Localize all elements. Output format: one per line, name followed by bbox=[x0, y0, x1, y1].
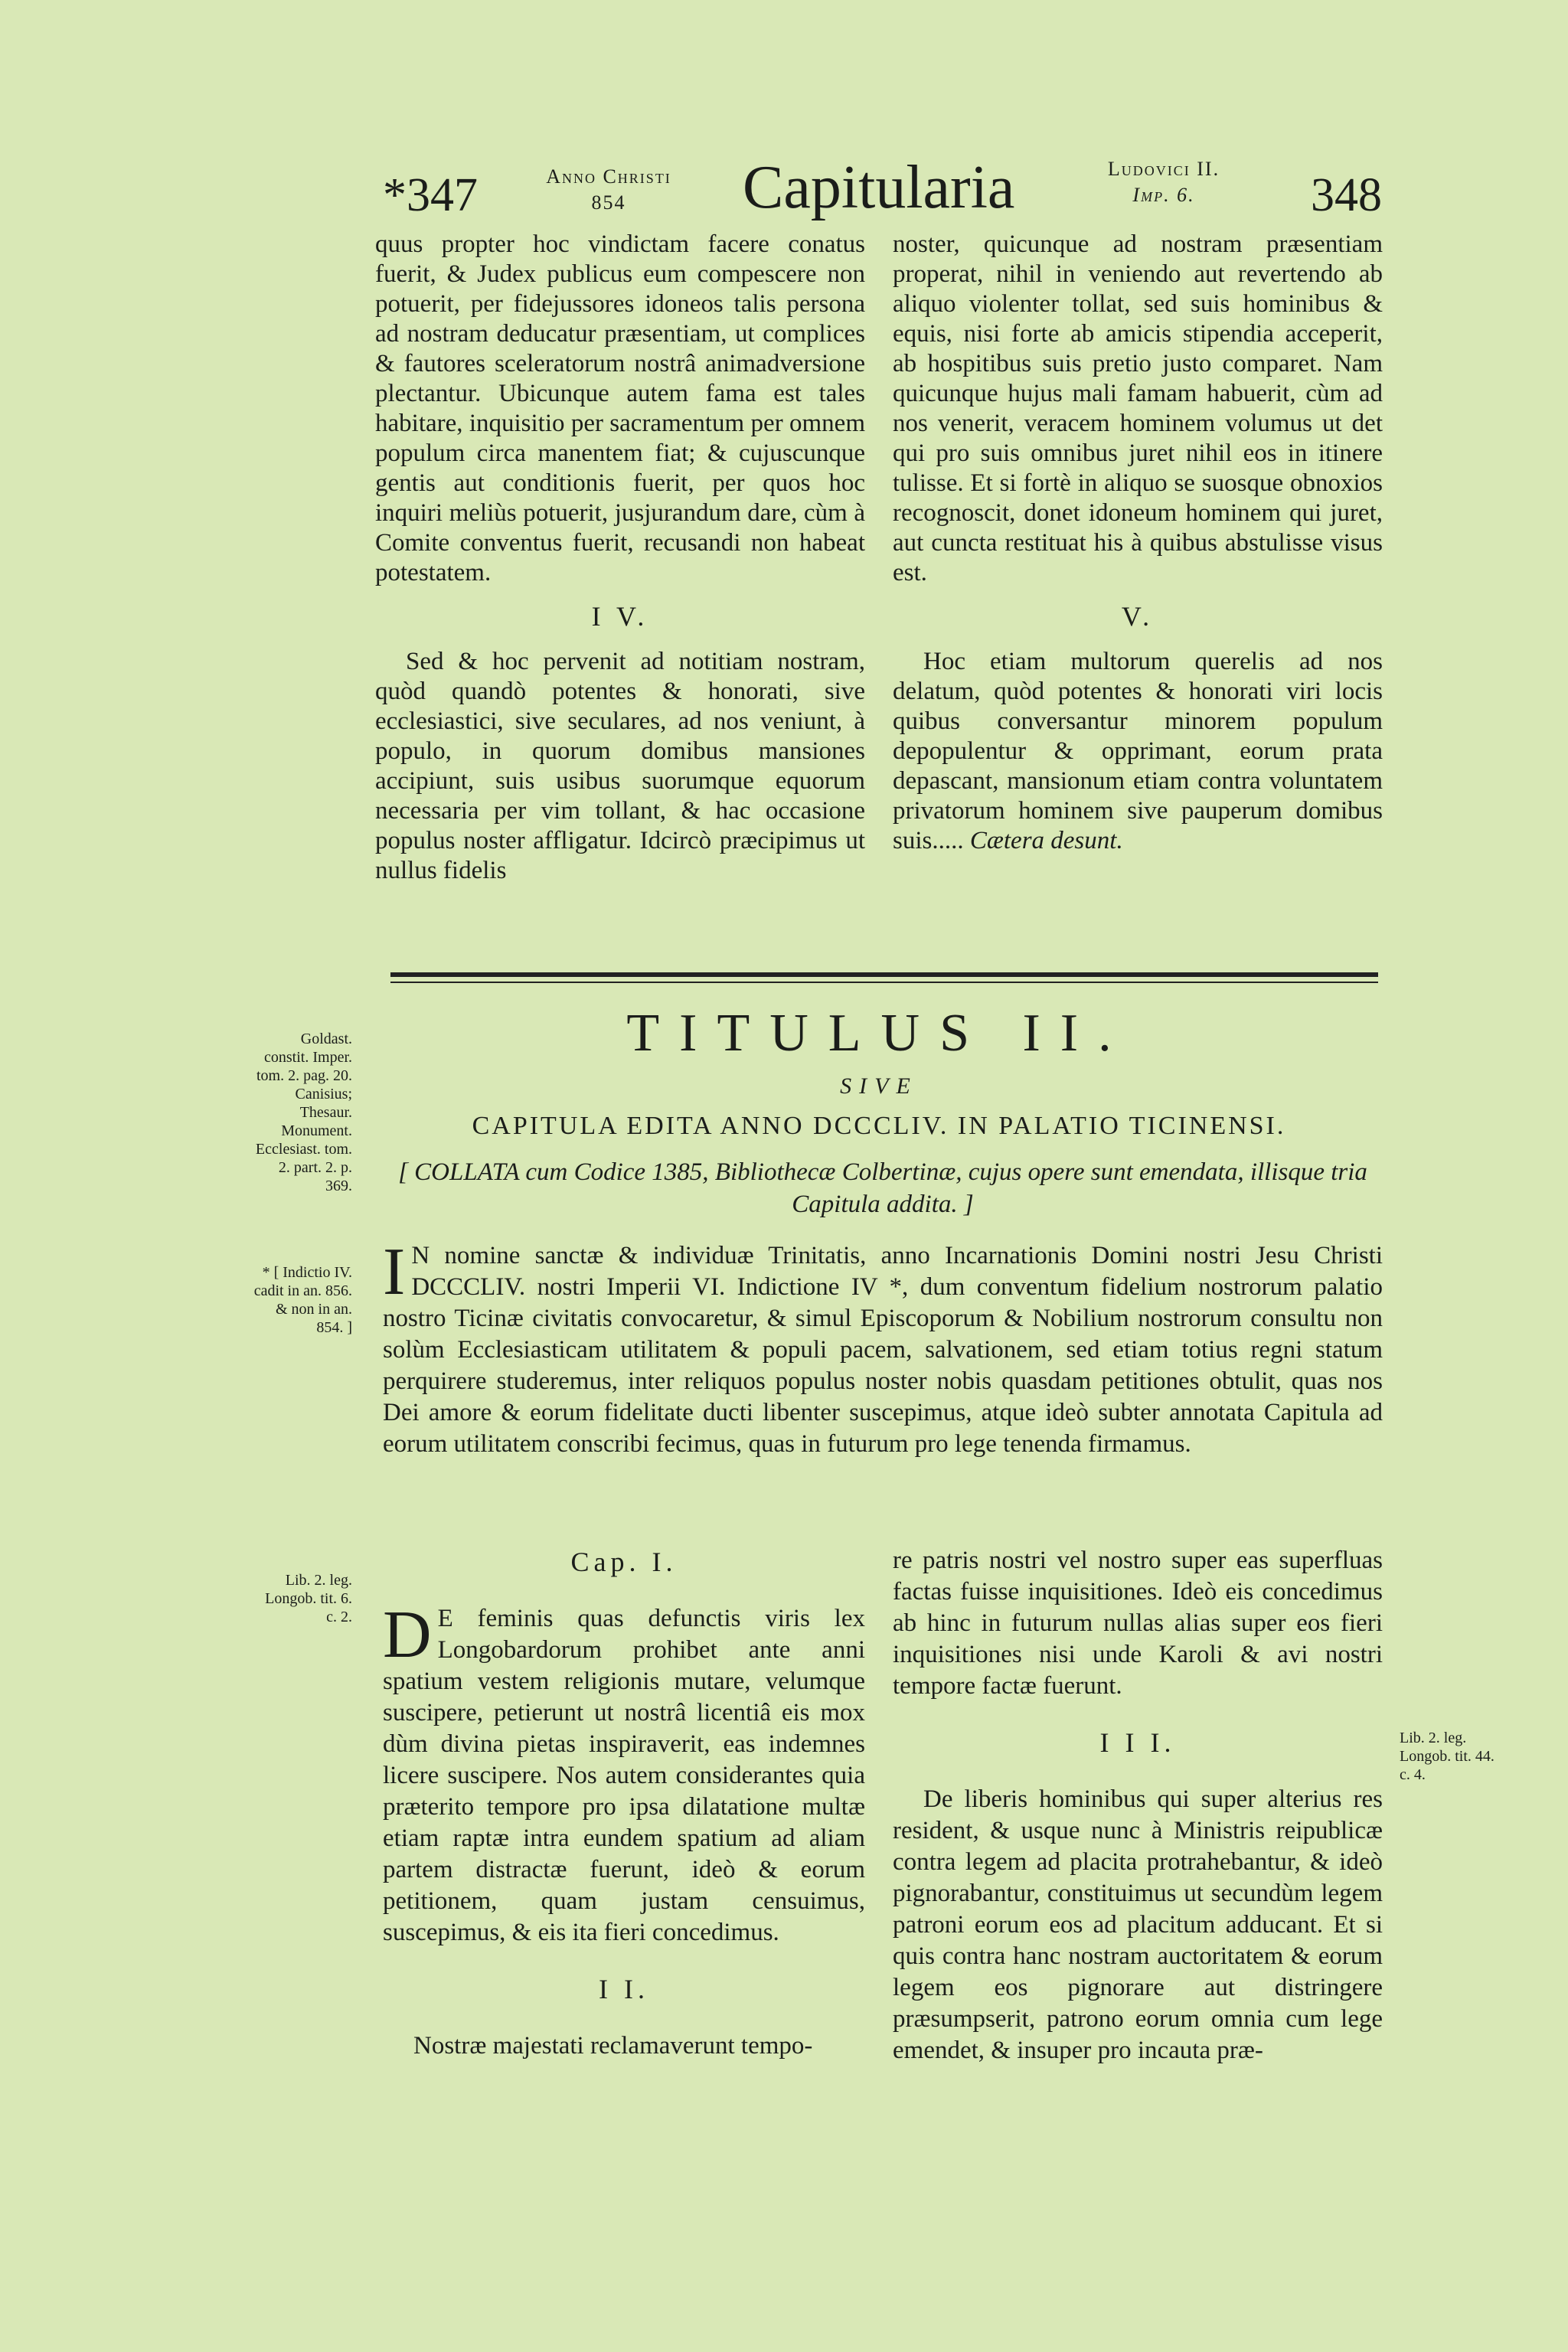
paragraph-text: Hoc etiam multorum querelis ad nos delatum, quòd potentes & honorati viri locis quibus conversantur minorem populum depopulentur & opprimant, eorum prata depascant, mansionum etiam contra voluntatem privatorum hominem sive pauperum domibus suis..... bbox=[893, 648, 1383, 854]
section-heading: I I I. bbox=[1099, 1727, 1176, 1758]
page-title: Capitularia bbox=[743, 154, 1015, 221]
sive-heading: SIVE bbox=[840, 1073, 918, 1099]
paragraph-text: E feminis quas defunctis viris lex Longobardorum prohibet ante anni spatium vestem religionis mutare, velumque suscipere, petierunt ut nostrâ licentiâ eis mox dùm divina pietas inspiraverit, eas indemnes licere suscipere. Nos autem considerantes quia præterito tempore pro ipsa dilatatione multæ etiam raptæ intra eundem spatium ad aliam partem distractæ fuerunt, ideò & eorum petitionem, quam justam censuimus, suscepimus, & eis ita fieri concedimus. bbox=[383, 1605, 865, 1946]
paragraph bbox=[893, 647, 1383, 856]
left-running-head bbox=[521, 164, 697, 216]
divider-thin bbox=[390, 982, 1378, 983]
right-running-head bbox=[1095, 156, 1233, 208]
intro-text: N nomine sanctæ & individuæ Trinitatis, anno Incarnationis Domini nostri Jesu Christi DCCCLIV. nostri Imperii VI. Indictione IV *, dum conventum fidelium nostrorum palatio nostro Ticinæ civitatis convocaretur, & simul Episcoporum & Nobilium nostrorum consultu non solùm Ecclesiasticam utilitatem & populi pacem, salvationem, sed etiam totius regni statum perquirere studeremus, inter reliquos populus noster nobis quasdam petitiones obtulit, quas nos Dei amore & eorum fidelitate ducti libenter suscepimus, atque ideò subter annotata Capitula ad eorum utilitatem conscribi fecimus, quas in futurum pro lege tenenda firmamus. bbox=[383, 1242, 1383, 1458]
margin-note-indictio: * [ Indictio IV. cadit in an. 856. & non in an. 854. ] bbox=[253, 1264, 352, 1336]
paragraph: quus propter hoc vindictam facere conatus fuerit, & Judex publicus eum compescere non potuerit, per fidejussores idoneos talis persona ad nostram deducatur præsentiam, ut complices & fautores sceleratorum nostrâ animadversione plectantur. Ubicunque autem fama est tales habitare, inquisitio per sacramentum per omnem populum circa manentem fiat; & cujuscunque gentis aut conditionis fuerit, per quos hoc inquiri meliùs potuerit, jusjurandum dare, cùm à Comite conventus fuerit, recusandi non habeat potestatem. bbox=[375, 230, 865, 586]
section-heading: I V. bbox=[591, 601, 649, 632]
capitula-heading: CAPITULA EDITA ANNO DCCCLIV. IN PALATIO TICINENSI. bbox=[472, 1112, 1286, 1140]
intro-paragraph bbox=[383, 1235, 1383, 1460]
section-heading: V. bbox=[1121, 601, 1155, 632]
right-page-number: 348 bbox=[1311, 169, 1382, 221]
titulus-heading: TITULUS II. bbox=[626, 1004, 1132, 1063]
running-head-imp: Imp. 6. bbox=[1132, 184, 1195, 206]
running-head-anno: Anno Christi bbox=[546, 165, 671, 188]
margin-note-goldast: Goldast. constit. Imper. tom. 2. pag. 20. Canisius; Thesaur. Monument. Ecclesiast. tom. 2. part. 2. p. 369. bbox=[255, 1031, 352, 1194]
paragraph: noster, quicunque ad nostram præsentiam properat, nihil in veniendo aut revertendo ab aliquo violenter tollat, sed suis hominibus & equis, nisi forte ab amicis stipendia acceperit, ab hospitibus suis pretio justo comparet. Nam quicunque hujus mali famam habuerit, cùm ad nos venerit, veracem hominem volumus ut det qui pro suis omnibus juret nihil eos in itinere tulisse. Et si fortè in aliquo se suosque obnoxios recognoscit, donet idoneum hominem qui juret, aut cuncta restituat his à quibus abstulisse visus est. bbox=[893, 230, 1383, 586]
collata-note: [ COLLATA cum Codice 1385, Bibliothecæ Colbertinæ, cujus opere sunt emendata, illisque tria Capitula addita. ] bbox=[398, 1158, 1367, 1218]
top-right-column bbox=[893, 230, 1383, 856]
bottom-right-column bbox=[893, 1520, 1383, 2092]
paragraph bbox=[383, 1598, 865, 1949]
paragraph: Sed & hoc pervenit ad notitiam nostram, quòd quandò potentes & honorati, sive ecclesiastici, sive seculares, ad nos veniunt, à populo, in quorum domibus mansiones accipiunt, suis usibus suorumque equorum necessaria per vim tollant, & hac occasione populus noster affligatur. Idcircò præcipimus ut nullus fidelis bbox=[375, 648, 865, 884]
divider-thick bbox=[390, 972, 1378, 977]
section-heading: I I. bbox=[599, 1974, 649, 2004]
left-page-number: *347 bbox=[383, 169, 478, 221]
running-head-ludovici: Ludovici II. bbox=[1107, 158, 1220, 180]
top-left-column bbox=[375, 230, 865, 886]
running-header bbox=[0, 153, 1568, 237]
bottom-left-column bbox=[383, 1547, 865, 2087]
margin-note-lib-left: Lib. 2. leg. Longob. tit. 6. c. 2. bbox=[265, 1572, 352, 1625]
paragraph: De liberis hominibus qui super alterius res resident, & usque nunc à Ministris reipublicæ contra legem ad placita protrahebantur, & ideò pignorabantur, constituimus ut secundùm legem patroni eorum eos ad placitum adducant. Et si quis contra hanc nostram auctoritatem & eorum legem eos pignorare aut distringere præsumpserit, patrono eorum omnia cum lege emendet, & insuper pro incauta præ- bbox=[893, 1785, 1383, 2064]
paragraph: re patris nostri vel nostro super eas superfluas factas fuisse inquisitiones. Ideò eis concedimus ab hinc in futurum nullas alias super eos fieri inquisitiones nisi unde Karoli & avi nostri tempore factæ fuerunt. bbox=[893, 1547, 1383, 1700]
desunt-note: Cætera desunt. bbox=[969, 827, 1123, 854]
running-head-year: 854 bbox=[591, 191, 626, 214]
paragraph: Nostræ majestati reclamaverunt tempo- bbox=[413, 2032, 813, 2060]
drop-cap: D bbox=[383, 1598, 432, 1672]
margin-note-lib-right: Lib. 2. leg. Longob. tit. 44. c. 4. bbox=[1400, 1730, 1494, 1783]
cap-heading: Cap. I. bbox=[570, 1547, 678, 1577]
drop-cap: I bbox=[383, 1235, 406, 1309]
